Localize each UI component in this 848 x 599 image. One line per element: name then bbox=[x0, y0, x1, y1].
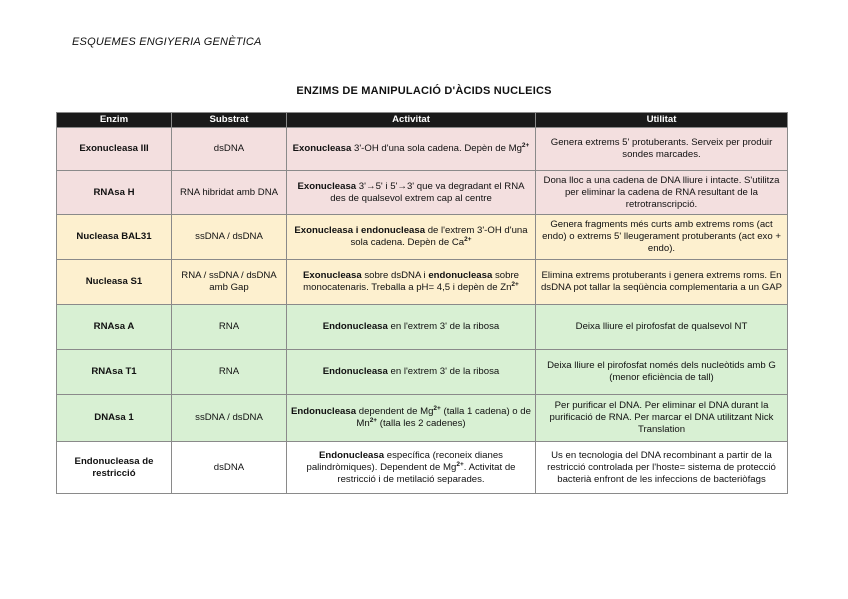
activity-text: de l'extrem 3'-OH d'una sola cadena. Depèn de Ca bbox=[350, 225, 528, 248]
activity-text: en l'extrem 3' de la ribosa bbox=[387, 321, 500, 332]
activity-cell bbox=[287, 442, 536, 494]
activity-bold: Endonucleasa bbox=[322, 321, 388, 332]
activity-bold: Endonucleasa bbox=[319, 449, 385, 461]
utility-cell: Us en tecnologia del DNA recombinant a partir de la restricció controlada per l'hoste= sistema de protecció bacterià enfront de les infeccions de bacteriòfags bbox=[536, 442, 788, 494]
activity-bold: Exonucleasa bbox=[297, 180, 357, 192]
column-header-utilitat: Utilitat bbox=[536, 113, 788, 128]
substrate-cell: dsDNA bbox=[172, 128, 287, 171]
substrate-cell: ssDNA / dsDNA bbox=[172, 215, 287, 260]
activity-text: (talla les 2 cadenes) bbox=[377, 418, 466, 429]
column-header-substrat: Substrat bbox=[172, 113, 287, 128]
enzyme-name: RNAsa H bbox=[57, 171, 172, 215]
table-row bbox=[57, 215, 788, 260]
enzyme-name: RNAsa A bbox=[57, 305, 172, 350]
activity-text: en l'extrem 3' de la ribosa bbox=[387, 366, 500, 377]
ion-charge: 2+ bbox=[521, 142, 530, 149]
activity-cell bbox=[287, 395, 536, 442]
enzyme-name: Nucleasa BAL31 bbox=[57, 215, 172, 260]
ion-charge: 2+ bbox=[511, 281, 519, 288]
substrate-cell: dsDNA bbox=[172, 442, 287, 494]
activity-bold: Endonucleasa bbox=[291, 406, 357, 417]
activity-text: específica (reconeix dianes palindròmiques). Dependent de Mg bbox=[306, 449, 503, 473]
utility-cell: Per purificar el DNA. Per eliminar el DNA durant la purificació de RNA. Per marcar el DNA utilitzant Nick Translation bbox=[536, 395, 788, 442]
activity-bold: Exonucleasa bbox=[303, 270, 362, 281]
activity-cell bbox=[287, 171, 536, 215]
utility-cell: Deixa lliure el pirofosfat de qualsevol NT bbox=[536, 305, 788, 350]
activity-text: 3'→5' i 5'→3' que va degradant el RNA des de qualsevol extrem cap al centre bbox=[330, 180, 525, 204]
activity-text: . Activitat de restricció i de metilació separades. bbox=[337, 461, 516, 485]
ion-charge: 2+ bbox=[464, 236, 472, 243]
column-header-enzim: Enzim bbox=[57, 113, 172, 128]
activity-cell bbox=[287, 215, 536, 260]
table-row bbox=[57, 260, 788, 305]
utility-cell: Dona lloc a una cadena de DNA lliure i intacte. S'utilitza per eliminar la cadena de RNA resultant de la retrotranscripció. bbox=[536, 171, 788, 215]
enzymes-table bbox=[56, 112, 788, 494]
ion-charge: 2+ bbox=[433, 405, 441, 412]
activity-cell bbox=[287, 350, 536, 395]
ion-charge: 2+ bbox=[456, 460, 464, 468]
enzyme-name: Endonucleasa de restricció bbox=[57, 442, 172, 494]
activity-text: sobre dsDNA i bbox=[361, 270, 429, 281]
utility-cell: Genera fragments més curts amb extrems roms (act endo) o extrems 5' lleugerament protuberants (act exo + endo). bbox=[536, 215, 788, 260]
enzyme-name: RNAsa T1 bbox=[57, 350, 172, 395]
enzyme-name: Nucleasa S1 bbox=[57, 260, 172, 305]
activity-text: dependent de Mg bbox=[356, 406, 434, 417]
activity-bold: Exonucleasa bbox=[292, 143, 352, 154]
column-header-activitat: Activitat bbox=[287, 113, 536, 128]
table-row bbox=[57, 395, 788, 442]
substrate-cell: RNA hibridat amb DNA bbox=[172, 171, 287, 215]
substrate-cell: RNA bbox=[172, 305, 287, 350]
document-header: ESQUEMES ENGIYERIA GENÈTICA bbox=[72, 36, 262, 48]
ion-charge: 2+ bbox=[369, 417, 378, 424]
table-header-row bbox=[57, 113, 788, 128]
activity-bold: Exonucleasa i endonucleasa bbox=[294, 225, 426, 236]
activity-cell bbox=[287, 305, 536, 350]
utility-cell: Genera extrems 5' protuberants. Serveix per produir sondes marcades. bbox=[536, 128, 788, 171]
utility-cell: Elimina extrems protuberants i genera extrems roms. En dsDNA pot tallar la seqüència complementaria a un GAP bbox=[536, 260, 788, 305]
activity-bold: endonucleasa bbox=[428, 270, 493, 281]
activity-text: sobre monocatenaris. Treballa a pH= 4,5 i depèn de Zn bbox=[303, 270, 519, 293]
enzyme-name: Exonucleasa III bbox=[57, 128, 172, 171]
table-row bbox=[57, 442, 788, 494]
table-row bbox=[57, 128, 788, 171]
activity-bold: Endonucleasa bbox=[322, 366, 388, 377]
utility-cell: Deixa lliure el pirofosfat només dels nucleòtids amb G (menor eficiència de tall) bbox=[536, 350, 788, 395]
activity-text: 3'-OH d'una sola cadena. Depèn de Mg bbox=[351, 143, 522, 154]
substrate-cell: ssDNA / dsDNA bbox=[172, 395, 287, 442]
table-row bbox=[57, 171, 788, 215]
substrate-cell: RNA bbox=[172, 350, 287, 395]
activity-cell bbox=[287, 128, 536, 171]
enzyme-name: DNAsa 1 bbox=[57, 395, 172, 442]
activity-text: (talla 1 cadena) o de Mn bbox=[356, 406, 531, 429]
activity-cell bbox=[287, 260, 536, 305]
substrate-cell: RNA / ssDNA / dsDNA amb Gap bbox=[172, 260, 287, 305]
table-row bbox=[57, 350, 788, 395]
table-row bbox=[57, 305, 788, 350]
page-title: ENZIMS DE MANIPULACIÓ D'ÀCIDS NUCLEICS bbox=[296, 85, 552, 97]
